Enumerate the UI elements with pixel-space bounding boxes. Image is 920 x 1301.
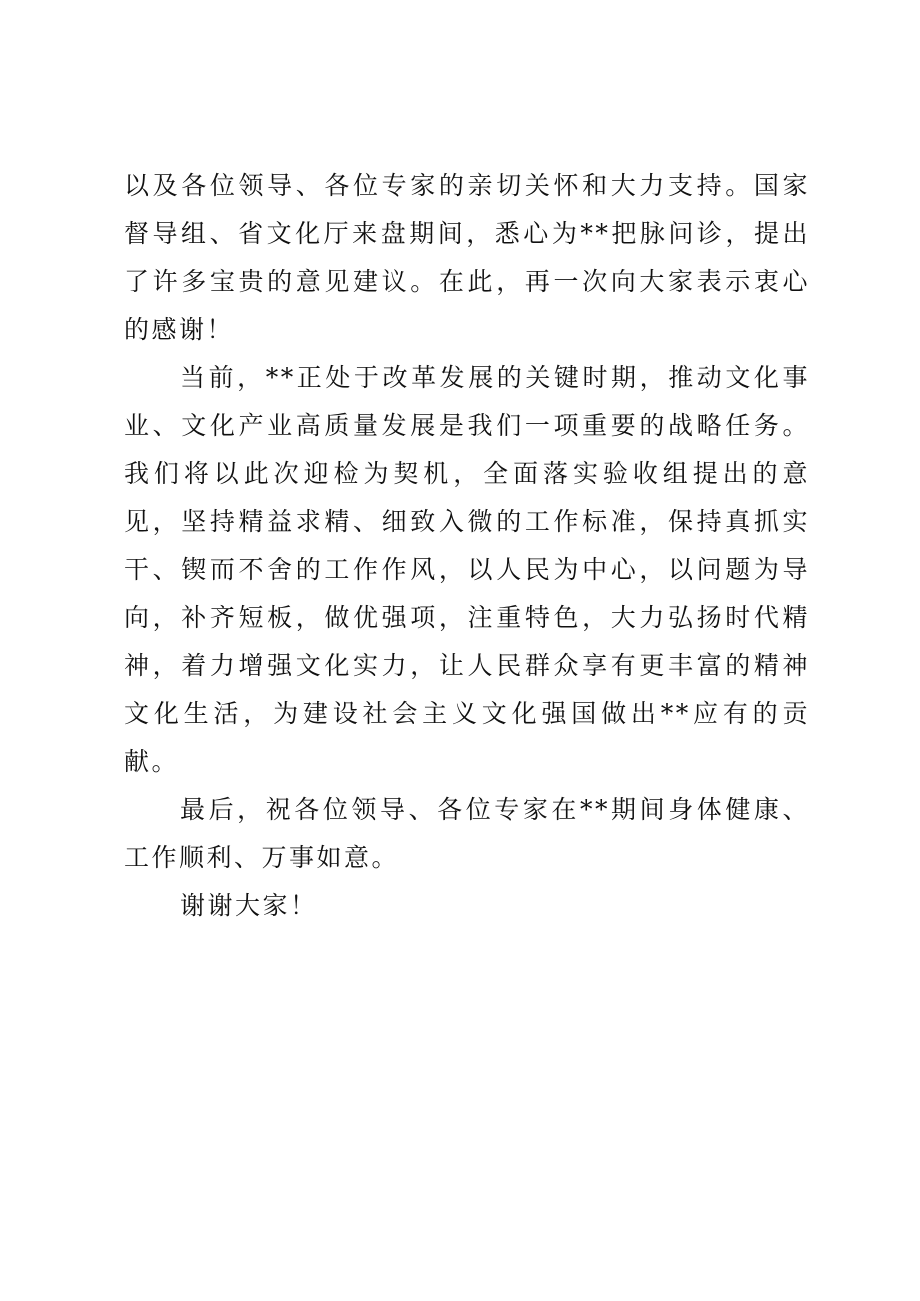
paragraph-closing-wishes: 最后，祝各位领导、各位专家在**期间身体健康、工作顺利、万事如意。 <box>124 795 810 872</box>
paragraph-thanks: 谢谢大家！ <box>180 891 318 920</box>
paragraph-continuation: 以及各位领导、各位专家的亲切关怀和大力支持。国家督导组、省文化厅来盘期间，悉心为**把脉问诊，提出了许多宝贵的意见建议。在此，再一次向大家表示衷心的感谢！ <box>124 171 810 344</box>
paragraph-current-period: 当前，**正处于改革发展的关键时期，推动文化事业、文化产业高质量发展是我们一项重要的战略任务。我们将以此次迎检为契机，全面落实验收组提出的意见，坚持精益求精、细致入微的工作标准，保持真抓实干、锲而不舍的工作作风，以人民为中心，以问题为导向，补齐短板，做优强项，注重特色，大力弘扬时代精神，着力增强文化实力，让人民群众享有更丰富的精神文化生活，为建设社会主义文化强国做出**应有的贡献。 <box>124 363 810 776</box>
document-body <box>124 162 810 930</box>
